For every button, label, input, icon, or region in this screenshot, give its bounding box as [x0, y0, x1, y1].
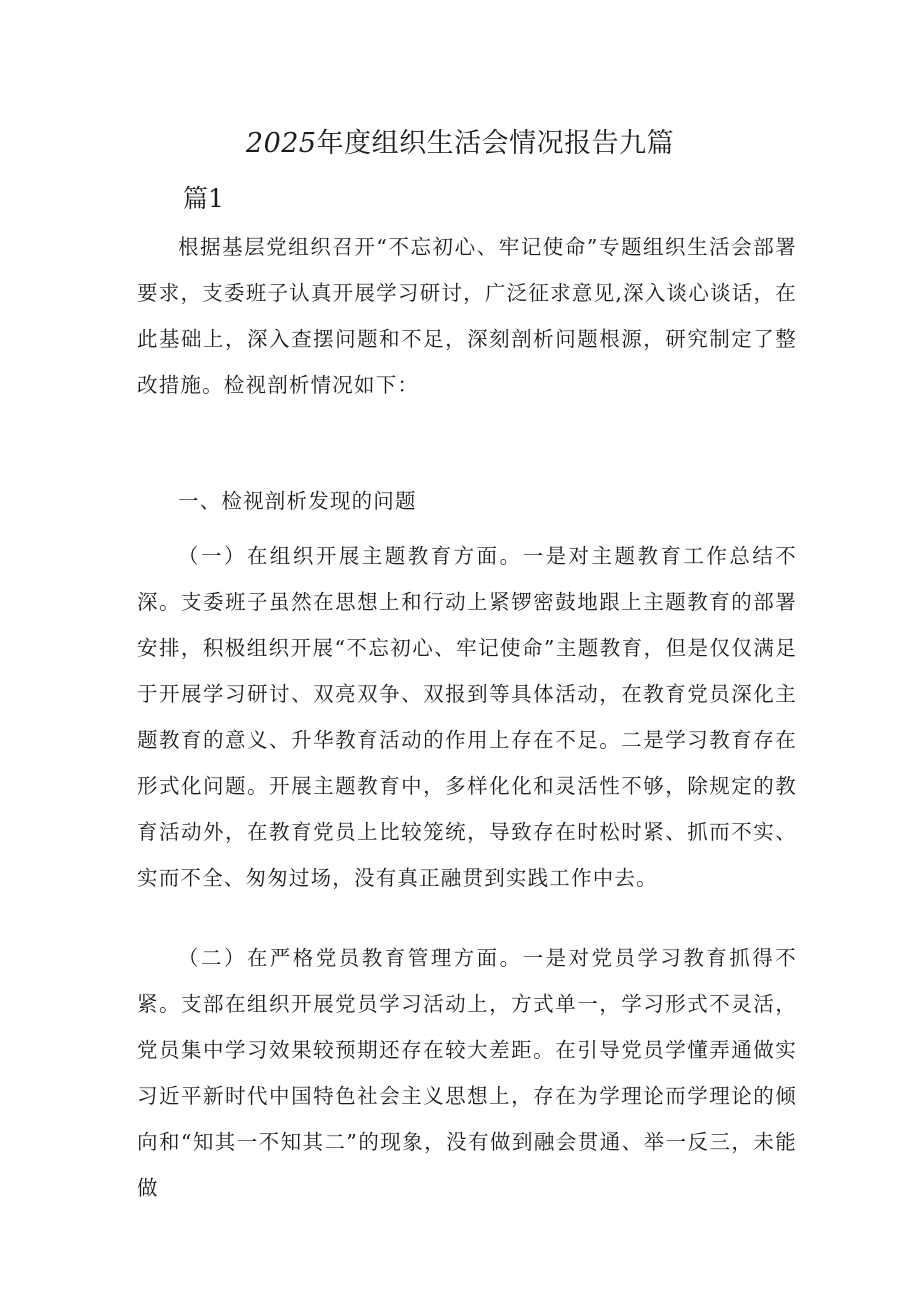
paragraph-block-section-2 [137, 935, 797, 1211]
paragraph-theme-education: （一）在组织开展主题教育方面。一是对主题教育工作总结不深。支委班子虽然在思想上和行动上紧锣密鼓地跟上主题教育的部署安排，积极组织开展“不忘初心、牢记使命”主题教育，但是仅仅满足于开展学习研讨、双亮双争、双报到等具体活动，在教育党员深化主题教育的意义、升华教育活动的作用上存在不足。二是学习教育存在形式化问题。开展主题教育中，多样化化和灵活性不够，除规定的教育活动外，在教育党员上比较笼统，导致存在时松时紧、抓而不实、实而不全、匆匆过场，没有真正融贯到实践工作中去。 [137, 544, 797, 890]
title-year: 2025 [245, 128, 317, 159]
paragraph-intro: 根据基层党组织召开“不忘初心、牢记使命”专题组织生活会部署要求，支委班子认真开展学习研讨，广泛征求意见,深入谈心谈话，在此基础上，深入查摆问题和不足，深刻剖析问题根源，研究制定了整改措施。检视剖析情况如下： [137, 235, 797, 397]
paragraph-member-education: （二）在严格党员教育管理方面。一是对党员学习教育抓得不紧。支部在组织开展党员学习活动上，方式单一，学习形式不灵活，党员集中学习效果较预期还存在较大差距。在引导党员学懂弄通做实习近平新时代中国特色社会主义思想上，存在为学理论而学理论的倾向和“知其一不知其二”的现象，没有做到融会贯通、举一反三，未能做 [137, 946, 797, 1200]
paragraph-block-section-1 [137, 533, 797, 901]
paragraph-block-heading [137, 478, 797, 524]
paragraph-heading-problems: 一、检视剖析发现的问题 [178, 489, 417, 513]
section-heading: 篇1 [183, 184, 224, 213]
paragraph-block-intro [137, 224, 797, 408]
title-text: 年度组织生活会情况报告九篇 [316, 128, 675, 159]
document-title [0, 130, 920, 157]
